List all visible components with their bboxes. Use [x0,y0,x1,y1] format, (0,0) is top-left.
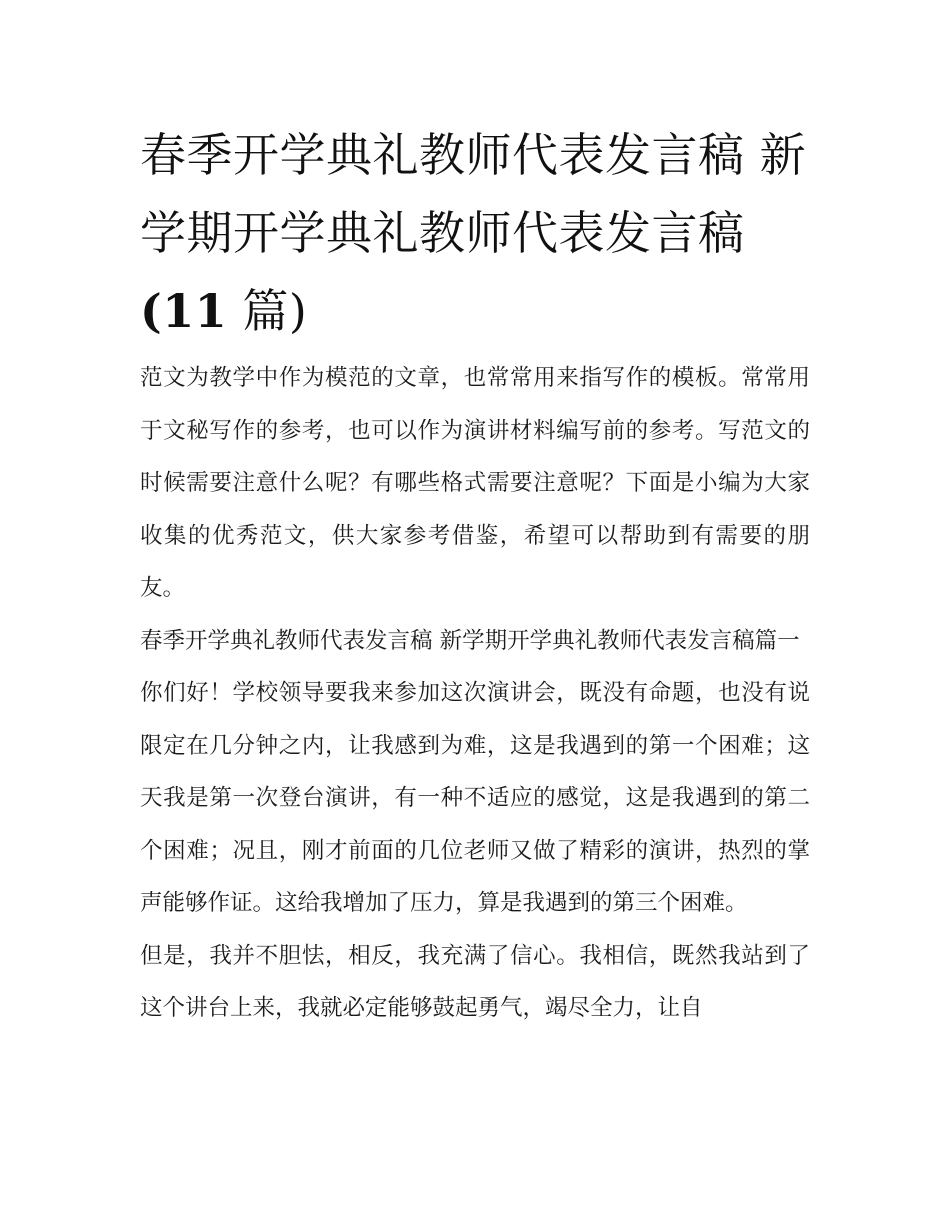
title-count: (11 [140,284,228,338]
title-suffix: 篇) [227,284,308,338]
body-paragraph: 你们好！学校领导要我来参加这次演讲会，既没有命题，也没有说限定在几分钟之内，让我感到为难，这是我遇到的第一个困难；这天我是第一次登台演讲，有一种不适应的感觉，这是我遇到的第二个困难；况且，刚才前面的几位老师又做了精彩的演讲，热烈的掌声能够作证。这给我增加了压力，算是我遇到的第三个困难。 [140,680,810,916]
section-heading: 春季开学典礼教师代表发言稿 新学期开学典礼教师代表发言稿篇一 [140,627,800,654]
title-text: 春季开学典礼教师代表发言稿 新学期开学典礼教师代表发言稿 [140,128,807,260]
document-body [140,352,810,1035]
body-paragraph: 但是，我并不胆怯，相反，我充满了信心。我相信，既然我站到了这个讲台上来，我就必定能够鼓起勇气，竭尽全力，让自 [140,942,810,1021]
document-title [140,116,810,350]
intro-paragraph: 范文为教学中作为模范的文章，也常常用来指写作的模板。常常用于文秘写作的参考，也可以作为演讲材料编写前的参考。写范文的时候需要注意什么呢？有哪些格式需要注意呢？下面是小编为大家收集的优秀范文，供大家参考借鉴，希望可以帮助到有需要的朋友。 [140,365,810,601]
